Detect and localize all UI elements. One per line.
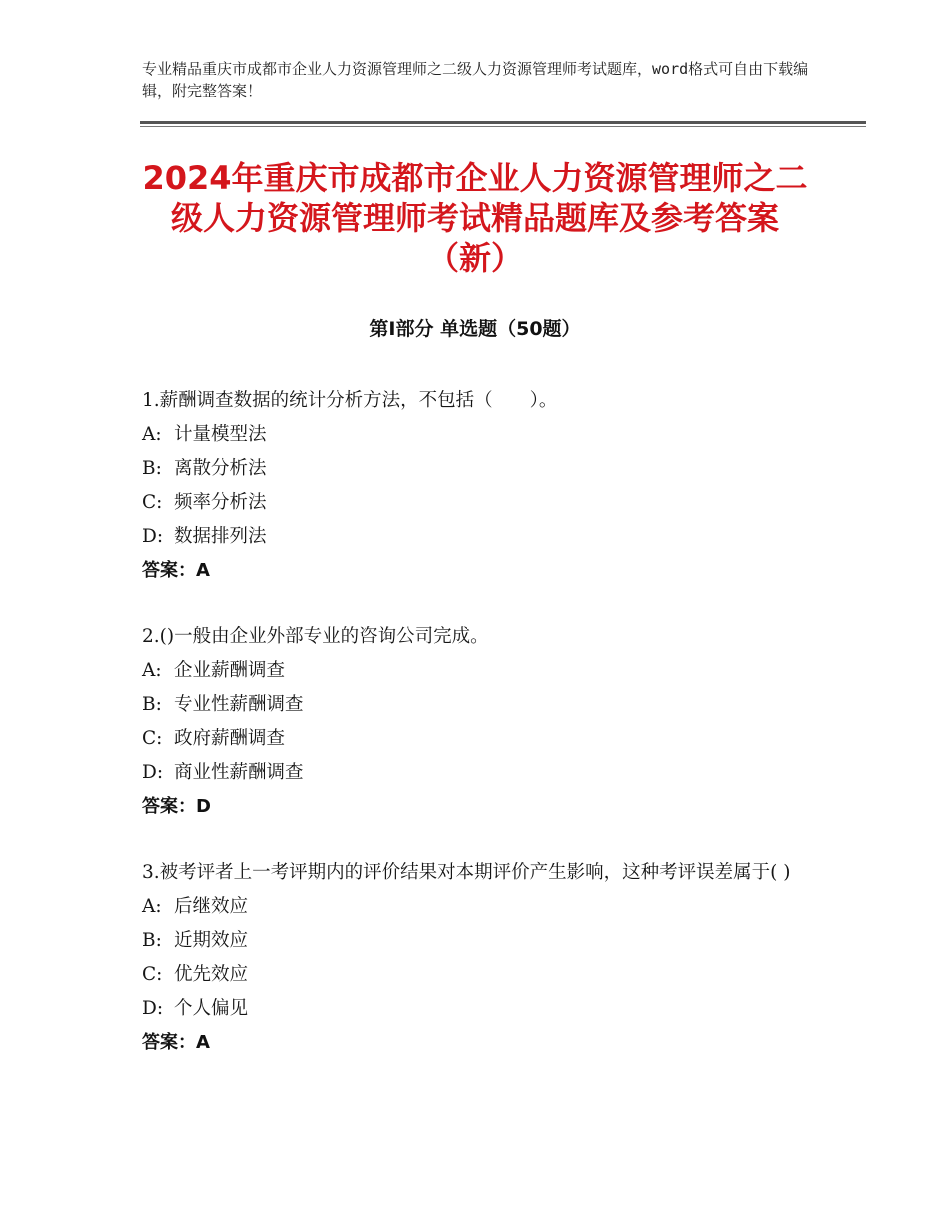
question-stem: 3.被考评者上一考评期内的评价结果对本期评价产生影响，这种考评误差属于( ) (142, 862, 791, 883)
answer-line (142, 1026, 822, 1060)
section-title: 第Ⅰ部分 单选题（50题） (369, 318, 581, 340)
answer-value: A (196, 1032, 210, 1053)
option-key: C: (142, 728, 163, 749)
answer-label: 答案： (142, 796, 196, 817)
option-d (142, 992, 822, 1026)
option-b (142, 688, 822, 722)
option-text: 频率分析法 (174, 492, 267, 513)
option-key: D: (142, 762, 164, 783)
option-key: A: (142, 424, 162, 445)
answer-label: 答案： (142, 560, 196, 581)
answer-value: D (196, 796, 211, 817)
header-divider-thin (140, 126, 866, 127)
option-text: 政府薪酬调查 (174, 728, 286, 749)
answer-value: A (196, 560, 210, 581)
question-stem: 2.()一般由企业外部专业的咨询公司完成。 (142, 626, 489, 647)
option-d (142, 520, 822, 554)
question-stem: 1.薪酬调查数据的统计分析方法，不包括（ ）。 (142, 390, 558, 411)
option-b (142, 924, 822, 958)
option-text: 优先效应 (174, 964, 249, 985)
option-key: C: (142, 492, 163, 513)
option-key: B: (142, 694, 162, 715)
question-2 (142, 620, 822, 824)
answer-line (142, 790, 822, 824)
answer-label: 答案： (142, 1032, 196, 1053)
option-a (142, 418, 822, 452)
header-divider-thick (140, 121, 866, 124)
option-c (142, 722, 822, 756)
option-a (142, 654, 822, 688)
option-key: C: (142, 964, 163, 985)
option-key: D: (142, 526, 164, 547)
answer-line (142, 554, 822, 588)
option-text: 计量模型法 (174, 424, 267, 445)
option-text: 商业性薪酬调查 (174, 762, 304, 783)
header-note: 专业精品重庆市成都市企业人力资源管理师之二级人力资源管理师考试题库，word格式可自由下载编辑，附完整答案！ (142, 60, 809, 100)
option-text: 企业薪酬调查 (174, 660, 286, 681)
option-key: B: (142, 458, 162, 479)
option-b (142, 452, 822, 486)
option-text: 个人偏见 (174, 998, 249, 1019)
question-1 (142, 384, 822, 588)
option-c (142, 486, 822, 520)
option-d (142, 756, 822, 790)
document-title: 2024年重庆市成都市企业人力资源管理师之二级人力资源管理师考试精品题库及参考答案（新） (142, 159, 808, 277)
question-list (142, 384, 822, 1092)
option-a (142, 890, 822, 924)
option-text: 近期效应 (174, 930, 249, 951)
option-key: B: (142, 930, 162, 951)
question-3 (142, 856, 822, 1060)
option-text: 数据排列法 (174, 526, 267, 547)
option-text: 专业性薪酬调查 (174, 694, 304, 715)
option-key: A: (142, 660, 162, 681)
option-key: D: (142, 998, 164, 1019)
option-c (142, 958, 822, 992)
option-key: A: (142, 896, 162, 917)
option-text: 离散分析法 (174, 458, 267, 479)
option-text: 后继效应 (174, 896, 249, 917)
